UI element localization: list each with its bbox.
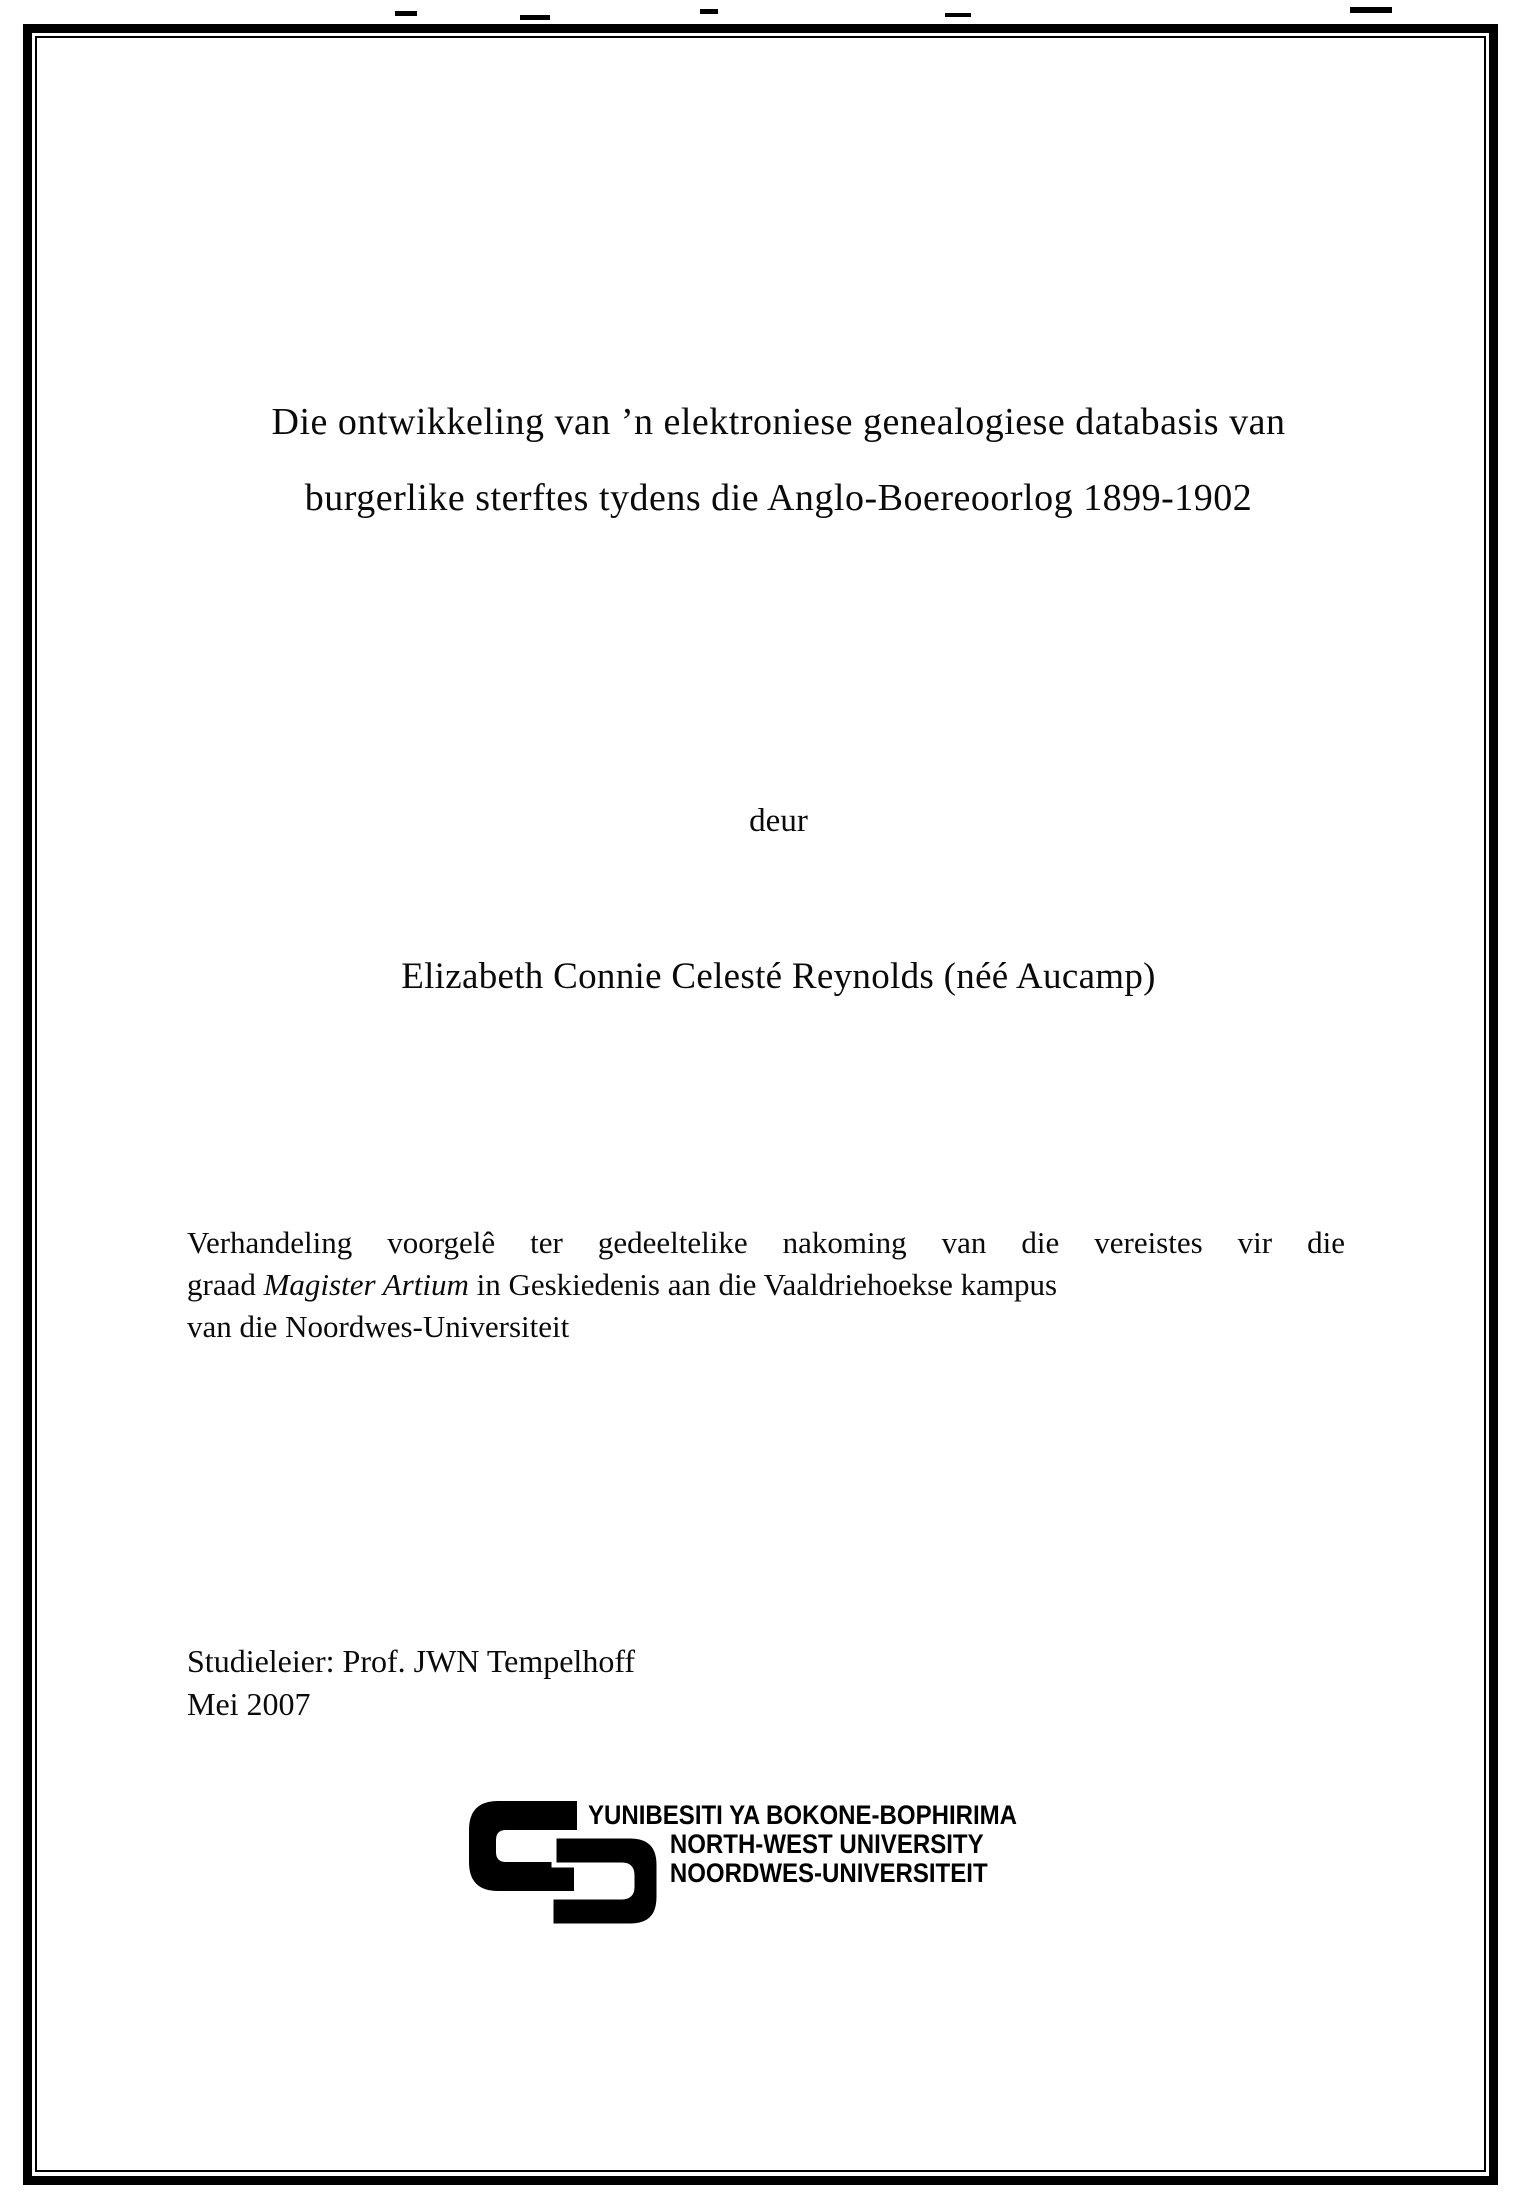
byline-label: deur — [749, 803, 808, 839]
scan-artifact — [520, 15, 550, 20]
degree-statement-line2-post: in Geskiedenis aan die Vaaldriehoekse kampus — [468, 1267, 1058, 1302]
degree-statement-line2 — [187, 1264, 1345, 1306]
nwu-logo-wordmark — [588, 1801, 1017, 1888]
thesis-title-line2: burgerlike sterftes tydens die Anglo-Boereoorlog 1899-1902 — [304, 477, 1253, 519]
supervisor-line: Studieleier: Prof. JWN Tempelhoff — [187, 1643, 636, 1679]
scan-artifact — [395, 11, 417, 16]
thesis-title-line1: Die ontwikkeling van ’n elektroniese genealogiese databasis van — [271, 401, 1286, 443]
degree-name: Magister Artium — [263, 1267, 469, 1302]
degree-statement-line3: van die Noordwes-Universiteit — [187, 1309, 570, 1344]
scan-artifact — [700, 9, 718, 14]
supervisor-block — [187, 1640, 635, 1726]
degree-statement — [187, 1222, 1345, 1348]
author-name: Elizabeth Connie Celesté Reynolds (néé Aucamp) — [401, 956, 1156, 997]
logo-text-english: NORTH-WEST UNIVERSITY — [669, 1829, 984, 1859]
logo-text-afrikaans: NOORDWES-UNIVERSITEIT — [669, 1858, 988, 1888]
scan-artifact — [1350, 7, 1392, 13]
thesis-title — [115, 384, 1442, 536]
degree-statement-line2-pre: graad — [187, 1267, 264, 1302]
scan-artifact — [945, 13, 971, 17]
date-line: Mei 2007 — [187, 1686, 311, 1722]
logo-text-setswana: YUNIBESITI YA BOKONE-BOPHIRIMA — [588, 1800, 1018, 1830]
degree-statement-line1: Verhandeling voorgelê ter gedeeltelike nakoming van die vereistes vir die — [187, 1225, 1345, 1260]
